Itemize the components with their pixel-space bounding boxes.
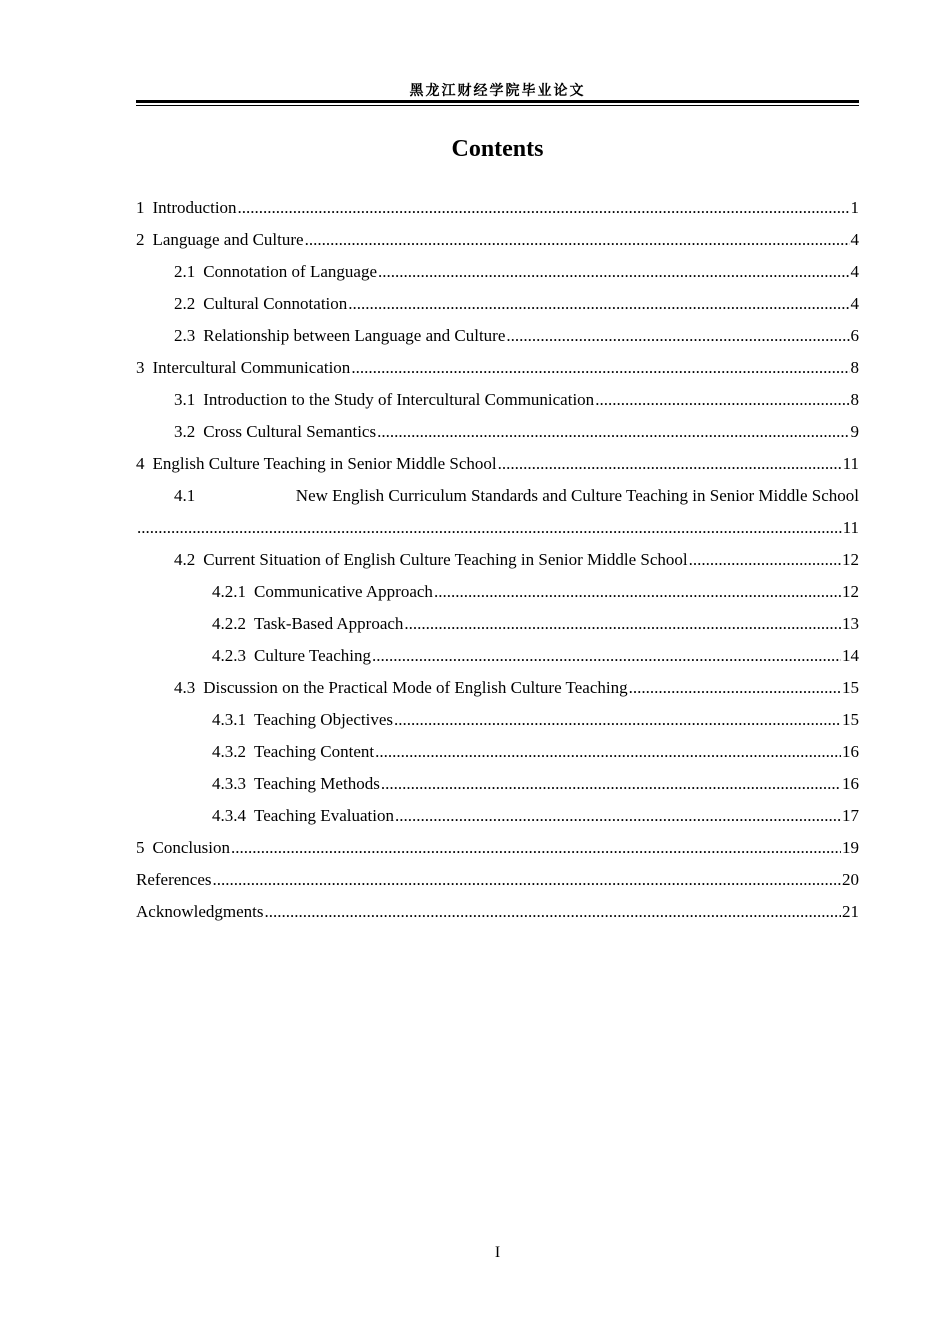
dot-leader [595, 390, 849, 410]
toc-entry-label: 3 Intercultural Communication [136, 358, 351, 377]
toc-entry[interactable] [136, 256, 859, 288]
toc-page-number: 15 [842, 678, 859, 697]
table-of-contents [136, 192, 859, 928]
dot-leader [238, 198, 850, 218]
toc-entry-label: 4.3.3 Teaching Methods [212, 774, 380, 793]
toc-entry[interactable] [136, 736, 859, 768]
toc-entry-label: 5 Conclusion [136, 838, 230, 857]
toc-page-number: 15 [842, 710, 859, 729]
toc-entry[interactable] [136, 576, 859, 608]
dot-leader [381, 774, 841, 794]
toc-page-number: 9 [850, 422, 859, 441]
toc-entry-label: 3.2 Cross Cultural Semantics [174, 422, 377, 441]
toc-entry-label: References [136, 870, 212, 889]
toc-page-number: 12 [842, 582, 859, 601]
toc-entry[interactable] [136, 352, 859, 384]
toc-entry[interactable] [136, 416, 859, 448]
toc-entry[interactable] [136, 320, 859, 352]
toc-entry-label: 3.1 Introduction to the Study of Intercultural Communication [174, 390, 595, 409]
dot-leader [231, 838, 841, 858]
header-rule-thick [136, 100, 859, 103]
toc-entry[interactable] [136, 544, 859, 576]
toc-page-number: 16 [842, 742, 859, 761]
toc-page-number: 16 [842, 774, 859, 793]
toc-entry[interactable] [136, 768, 859, 800]
dot-leader [305, 230, 850, 250]
toc-entry-wrapped[interactable] [136, 480, 859, 544]
header-rule-thin [136, 105, 859, 106]
toc-entry[interactable] [136, 704, 859, 736]
dot-leader [264, 902, 841, 922]
dot-leader [351, 358, 849, 378]
toc-page-number: 8 [850, 390, 859, 409]
toc-page-number: 4 [850, 294, 859, 313]
toc-entry-label: 4.3.4 Teaching Evaluation [212, 806, 394, 825]
dot-leader [434, 582, 841, 602]
toc-entry[interactable] [136, 192, 859, 224]
toc-page-number: 4 [850, 230, 859, 249]
toc-entry[interactable] [136, 672, 859, 704]
toc-entry[interactable] [136, 800, 859, 832]
toc-entry-label: 4.2.1 Communicative Approach [212, 582, 433, 601]
toc-entry[interactable] [136, 384, 859, 416]
toc-entry-label: 4.1 New English Curriculum Standards and Culture Teaching in Senior Middle School [174, 486, 859, 505]
page-number-footer: I [494, 1244, 501, 1261]
toc-page-number: 11 [842, 454, 859, 473]
toc-page-number: 6 [850, 326, 859, 345]
toc-entry[interactable] [136, 832, 859, 864]
toc-page-number: 20 [842, 870, 859, 889]
toc-entry-label: 4.2 Current Situation of English Culture Teaching in Senior Middle School [174, 550, 688, 569]
running-header: 黑龙江财经学院毕业论文 [409, 83, 586, 99]
dot-leader [377, 422, 849, 442]
toc-page-number: 11 [842, 518, 859, 537]
toc-page-number: 21 [842, 902, 859, 921]
toc-entry[interactable] [136, 608, 859, 640]
toc-page-number: 13 [842, 614, 859, 633]
toc-entry-label: 4.3.2 Teaching Content [212, 742, 375, 761]
toc-entry-label: 1 Introduction [136, 198, 237, 217]
toc-entry[interactable] [136, 288, 859, 320]
toc-page-number: 4 [850, 262, 859, 281]
toc-page-number: 12 [842, 550, 859, 569]
dot-leader [378, 262, 850, 282]
toc-entry-label: 4.2.2 Task-Based Approach [212, 614, 404, 633]
toc-entry-label: 2 Language and Culture [136, 230, 304, 249]
toc-page-number: 8 [850, 358, 859, 377]
dot-leader [348, 294, 849, 314]
dot-leader [506, 326, 849, 346]
toc-page-number: 1 [850, 198, 859, 217]
dot-leader [372, 646, 841, 666]
toc-entry[interactable] [136, 864, 859, 896]
toc-entry-label: 4 English Culture Teaching in Senior Middle School [136, 454, 497, 473]
dot-leader [395, 806, 841, 826]
toc-entry-label: 4.3.1 Teaching Objectives [212, 710, 394, 729]
toc-entry-continuation [136, 512, 859, 544]
dot-leader [629, 678, 841, 698]
dot-leader [375, 742, 841, 762]
toc-entry-label: 4.2.3 Culture Teaching [212, 646, 371, 665]
toc-entry[interactable] [136, 896, 859, 928]
dot-leader [394, 710, 841, 730]
toc-entry[interactable] [136, 640, 859, 672]
toc-entry-label: 4.3 Discussion on the Practical Mode of English Culture Teaching [174, 678, 628, 697]
toc-entry-label: 2.2 Cultural Connotation [174, 294, 348, 313]
toc-entry-label: 2.3 Relationship between Language and Culture [174, 326, 506, 345]
toc-page-number: 19 [842, 838, 859, 857]
contents-title: Contents [451, 136, 544, 162]
dot-leader [137, 518, 842, 538]
toc-entry[interactable] [136, 448, 859, 480]
dot-leader [213, 870, 841, 890]
dot-leader [498, 454, 842, 474]
toc-entry-label: Acknowledgments [136, 902, 264, 921]
toc-page-number: 14 [842, 646, 859, 665]
dot-leader [689, 550, 841, 570]
toc-entry[interactable] [136, 224, 859, 256]
toc-entry-label: 2.1 Connotation of Language [174, 262, 377, 281]
dot-leader [404, 614, 841, 634]
toc-page-number: 17 [842, 806, 859, 825]
